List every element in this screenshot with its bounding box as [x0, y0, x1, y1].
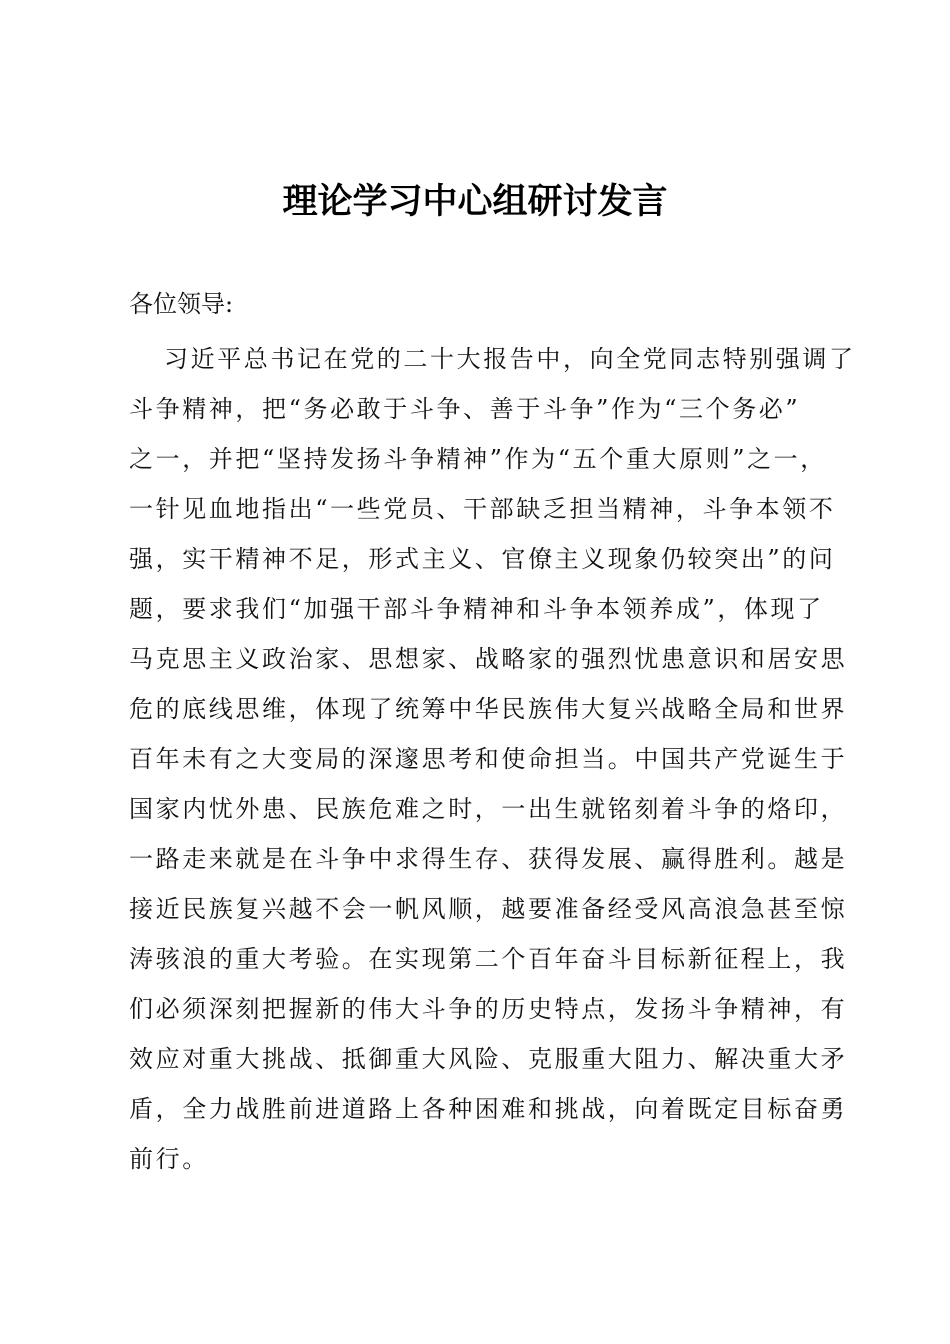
- body-line: 百年未有之大变局的深邃思考和使命担当。中国共产党诞生于: [129, 745, 848, 773]
- document-title: 理论学习中心组研讨发言: [282, 181, 668, 222]
- salutation: 各位领导:: [129, 290, 234, 318]
- body-line: 斗争精神，把“务必敢于斗争、善于斗争”作为“三个务必”: [129, 395, 801, 423]
- body-line: 一针见血地指出“一些党员、干部缺乏担当精神，斗争本领不: [129, 495, 836, 523]
- body-paragraph: [129, 334, 856, 1184]
- body-line: 前行。: [129, 1145, 209, 1173]
- body-line: 之一，并把“坚持发扬斗争精神”作为“五个重大原则”之一，: [129, 445, 827, 473]
- body-line: 盾，全力战胜前进道路上各种困难和挑战，向着既定目标奋勇: [129, 1095, 848, 1123]
- body-line: 国家内忧外患、民族危难之时，一出生就铭刻着斗争的烙印，: [129, 795, 848, 823]
- body-line: 马克思主义政治家、思想家、战略家的强烈忧患意识和居安思: [129, 645, 848, 673]
- body-line: 危的底线思维，体现了统筹中华民族伟大复兴战略全局和世界: [129, 695, 848, 723]
- body-line: 效应对重大挑战、抵御重大风险、克服重大阻力、解决重大矛: [129, 1045, 848, 1073]
- body-line: 涛骇浪的重大考验。在实现第二个百年奋斗目标新征程上，我: [129, 945, 848, 973]
- body-line: 习近平总书记在党的二十大报告中，向全党同志特别强调了: [164, 345, 856, 373]
- body-line: 们必须深刻把握新的伟大斗争的历史特点，发扬斗争精神，有: [129, 995, 848, 1023]
- body-line: 强，实干精神不足，形式主义、官僚主义现象仍较突出”的问: [129, 545, 836, 573]
- body-line: 一路走来就是在斗争中求得生存、获得发展、赢得胜利。越是: [129, 845, 848, 873]
- body-line: 题，要求我们“加强干部斗争精神和斗争本领养成”，体现了: [129, 595, 824, 623]
- body-line: 接近民族复兴越不会一帆风顺，越要准备经受风高浪急甚至惊: [129, 895, 848, 923]
